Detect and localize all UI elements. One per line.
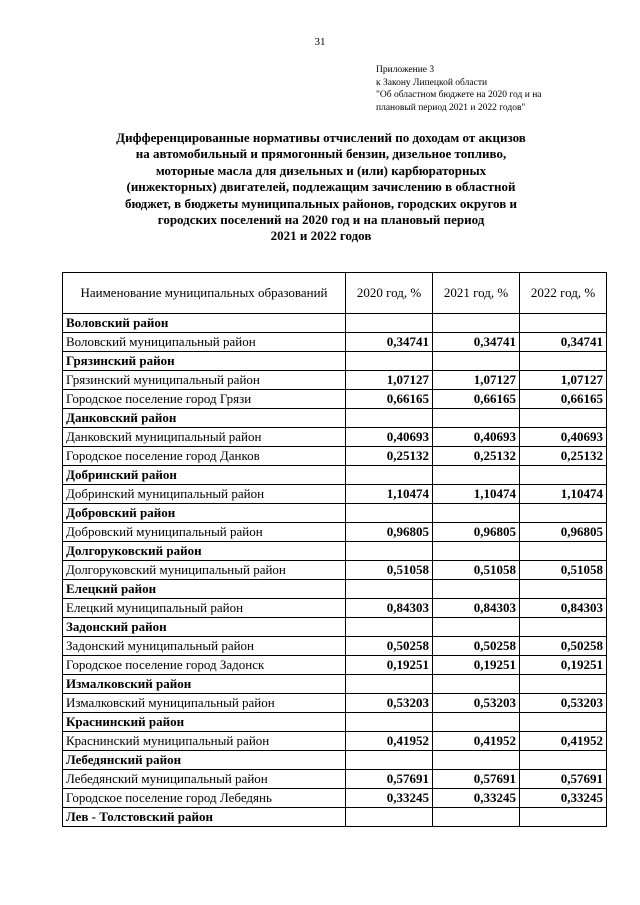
value-2021: 0,66165 bbox=[433, 390, 520, 409]
value-2021: 0,96805 bbox=[433, 523, 520, 542]
value-2022 bbox=[520, 618, 607, 637]
title-line: 2021 и 2022 годов bbox=[270, 228, 372, 244]
district-header-row bbox=[63, 751, 607, 770]
row-name: Задонский муниципальный район bbox=[63, 637, 346, 656]
value-2020 bbox=[346, 409, 433, 428]
value-2020 bbox=[346, 466, 433, 485]
row-name: Елецкий муниципальный район bbox=[63, 599, 346, 618]
value-2022: 0,33245 bbox=[520, 789, 607, 808]
row-name: Городское поселение город Лебедянь bbox=[63, 789, 346, 808]
value-2021: 0,34741 bbox=[433, 333, 520, 352]
value-2021: 0,84303 bbox=[433, 599, 520, 618]
value-2022: 0,34741 bbox=[520, 333, 607, 352]
value-2021 bbox=[433, 504, 520, 523]
table-row bbox=[63, 599, 607, 618]
value-2021 bbox=[433, 409, 520, 428]
row-name: Краснинский муниципальный район bbox=[63, 732, 346, 751]
row-name: Добровский муниципальный район bbox=[63, 523, 346, 542]
value-2022: 0,40693 bbox=[520, 428, 607, 447]
table-row bbox=[63, 789, 607, 808]
document-title bbox=[80, 130, 562, 245]
value-2022 bbox=[520, 466, 607, 485]
appendix-line: к Закону Липецкой области bbox=[376, 77, 488, 88]
value-2020: 0,84303 bbox=[346, 599, 433, 618]
value-2020: 0,25132 bbox=[346, 447, 433, 466]
row-name: Грязинский муниципальный район bbox=[63, 371, 346, 390]
title-line: (инжекторных) двигателей, подлежащим зачислению в областной bbox=[126, 179, 516, 195]
district-header-row bbox=[63, 580, 607, 599]
table-row bbox=[63, 732, 607, 751]
district-header-row bbox=[63, 542, 607, 561]
value-2021 bbox=[433, 675, 520, 694]
value-2021: 0,51058 bbox=[433, 561, 520, 580]
row-name: Воловский муниципальный район bbox=[63, 333, 346, 352]
value-2020 bbox=[346, 504, 433, 523]
district-header-row bbox=[63, 675, 607, 694]
value-2021 bbox=[433, 352, 520, 371]
row-name: Добровский район bbox=[63, 504, 346, 523]
header-2021: 2021 год, % bbox=[433, 273, 520, 314]
row-name: Данковский муниципальный район bbox=[63, 428, 346, 447]
row-name: Лебедянский муниципальный район bbox=[63, 770, 346, 789]
value-2022: 0,19251 bbox=[520, 656, 607, 675]
value-2021: 0,41952 bbox=[433, 732, 520, 751]
district-header-row bbox=[63, 314, 607, 333]
value-2022: 0,66165 bbox=[520, 390, 607, 409]
row-name: Измалковский муниципальный район bbox=[63, 694, 346, 713]
value-2022: 1,10474 bbox=[520, 485, 607, 504]
value-2020 bbox=[346, 618, 433, 637]
table-row bbox=[63, 523, 607, 542]
district-header-row bbox=[63, 409, 607, 428]
row-name: Краснинский район bbox=[63, 713, 346, 732]
value-2021: 0,19251 bbox=[433, 656, 520, 675]
value-2020: 0,51058 bbox=[346, 561, 433, 580]
row-name: Долгоруковский район bbox=[63, 542, 346, 561]
row-name: Воловский район bbox=[63, 314, 346, 333]
row-name: Городское поселение город Данков bbox=[63, 447, 346, 466]
row-name: Городское поселение город Задонск bbox=[63, 656, 346, 675]
table-row bbox=[63, 637, 607, 656]
norms-table bbox=[62, 272, 607, 827]
value-2022: 1,07127 bbox=[520, 371, 607, 390]
value-2021 bbox=[433, 580, 520, 599]
appendix-line: "Об областном бюджете на 2020 год и на bbox=[376, 90, 542, 100]
value-2022 bbox=[520, 713, 607, 732]
value-2020: 0,96805 bbox=[346, 523, 433, 542]
row-name: Долгоруковский муниципальный район bbox=[63, 561, 346, 580]
district-header-row bbox=[63, 808, 607, 827]
value-2020 bbox=[346, 713, 433, 732]
appendix-note bbox=[376, 64, 542, 114]
value-2020 bbox=[346, 751, 433, 770]
row-name: Добринский район bbox=[63, 466, 346, 485]
value-2022: 0,53203 bbox=[520, 694, 607, 713]
title-line: бюджет, в бюджеты муниципальных районов, городских округов и bbox=[124, 195, 517, 211]
table-row bbox=[63, 561, 607, 580]
title-line: на автомобильный и прямогонный бензин, дизельное топливо, bbox=[135, 146, 507, 162]
value-2021 bbox=[433, 808, 520, 827]
value-2022: 0,50258 bbox=[520, 637, 607, 656]
value-2020 bbox=[346, 675, 433, 694]
value-2020: 0,40693 bbox=[346, 428, 433, 447]
value-2020 bbox=[346, 542, 433, 561]
value-2021: 0,25132 bbox=[433, 447, 520, 466]
row-name: Измалковский район bbox=[63, 675, 346, 694]
value-2020 bbox=[346, 580, 433, 599]
district-header-row bbox=[63, 618, 607, 637]
value-2020: 0,50258 bbox=[346, 637, 433, 656]
value-2020: 0,57691 bbox=[346, 770, 433, 789]
table-row bbox=[63, 390, 607, 409]
value-2022 bbox=[520, 808, 607, 827]
row-name: Задонский район bbox=[63, 618, 346, 637]
row-name: Грязинский район bbox=[63, 352, 346, 371]
value-2020: 0,53203 bbox=[346, 694, 433, 713]
value-2022 bbox=[520, 504, 607, 523]
value-2022: 0,57691 bbox=[520, 770, 607, 789]
appendix-line: плановый период 2021 и 2022 годов" bbox=[376, 102, 526, 113]
value-2022 bbox=[520, 409, 607, 428]
value-2021: 1,10474 bbox=[433, 485, 520, 504]
value-2021: 0,53203 bbox=[433, 694, 520, 713]
table-row bbox=[63, 485, 607, 504]
page-number: 31 bbox=[314, 36, 326, 48]
table-row bbox=[63, 333, 607, 352]
value-2021: 0,57691 bbox=[433, 770, 520, 789]
value-2022 bbox=[520, 352, 607, 371]
table-header-row bbox=[63, 273, 607, 314]
header-name: Наименование муниципальных образований bbox=[63, 273, 346, 314]
value-2022: 0,51058 bbox=[520, 561, 607, 580]
row-name: Лев - Толстовский район bbox=[63, 808, 346, 827]
table-row bbox=[63, 447, 607, 466]
value-2021 bbox=[433, 466, 520, 485]
district-header-row bbox=[63, 466, 607, 485]
row-name: Данковский район bbox=[63, 409, 346, 428]
value-2021: 0,40693 bbox=[433, 428, 520, 447]
value-2021: 0,33245 bbox=[433, 789, 520, 808]
table-row bbox=[63, 656, 607, 675]
title-line: городских поселений на 2020 год и на плановый период bbox=[157, 212, 485, 228]
value-2020: 0,33245 bbox=[346, 789, 433, 808]
value-2020: 0,34741 bbox=[346, 333, 433, 352]
value-2021 bbox=[433, 618, 520, 637]
value-2022: 0,25132 bbox=[520, 447, 607, 466]
title-line: Дифференцированные нормативы отчислений по доходам от акцизов bbox=[116, 130, 526, 145]
header-2022: 2022 год, % bbox=[520, 273, 607, 314]
value-2021 bbox=[433, 713, 520, 732]
value-2020: 1,07127 bbox=[346, 371, 433, 390]
table-row bbox=[63, 371, 607, 390]
value-2022 bbox=[520, 580, 607, 599]
table-row bbox=[63, 694, 607, 713]
value-2022 bbox=[520, 751, 607, 770]
value-2020: 0,41952 bbox=[346, 732, 433, 751]
value-2020 bbox=[346, 352, 433, 371]
value-2020: 0,66165 bbox=[346, 390, 433, 409]
value-2021 bbox=[433, 314, 520, 333]
value-2021 bbox=[433, 542, 520, 561]
value-2020: 0,19251 bbox=[346, 656, 433, 675]
district-header-row bbox=[63, 713, 607, 732]
table-row bbox=[63, 770, 607, 789]
row-name: Добринский муниципальный район bbox=[63, 485, 346, 504]
value-2022 bbox=[520, 314, 607, 333]
district-header-row bbox=[63, 352, 607, 371]
row-name: Лебедянский район bbox=[63, 751, 346, 770]
row-name: Елецкий район bbox=[63, 580, 346, 599]
value-2020: 1,10474 bbox=[346, 485, 433, 504]
value-2022: 0,41952 bbox=[520, 732, 607, 751]
value-2022 bbox=[520, 675, 607, 694]
value-2022 bbox=[520, 542, 607, 561]
table-body bbox=[63, 314, 607, 827]
title-line: моторные масла для дизельных и (или) карбюраторных bbox=[155, 162, 487, 178]
district-header-row bbox=[63, 504, 607, 523]
value-2021 bbox=[433, 751, 520, 770]
value-2020 bbox=[346, 314, 433, 333]
value-2021: 1,07127 bbox=[433, 371, 520, 390]
appendix-line: Приложение 3 bbox=[376, 65, 435, 75]
value-2020 bbox=[346, 808, 433, 827]
value-2022: 0,96805 bbox=[520, 523, 607, 542]
value-2022: 0,84303 bbox=[520, 599, 607, 618]
row-name: Городское поселение город Грязи bbox=[63, 390, 346, 409]
value-2021: 0,50258 bbox=[433, 637, 520, 656]
header-2020: 2020 год, % bbox=[346, 273, 433, 314]
table-row bbox=[63, 428, 607, 447]
